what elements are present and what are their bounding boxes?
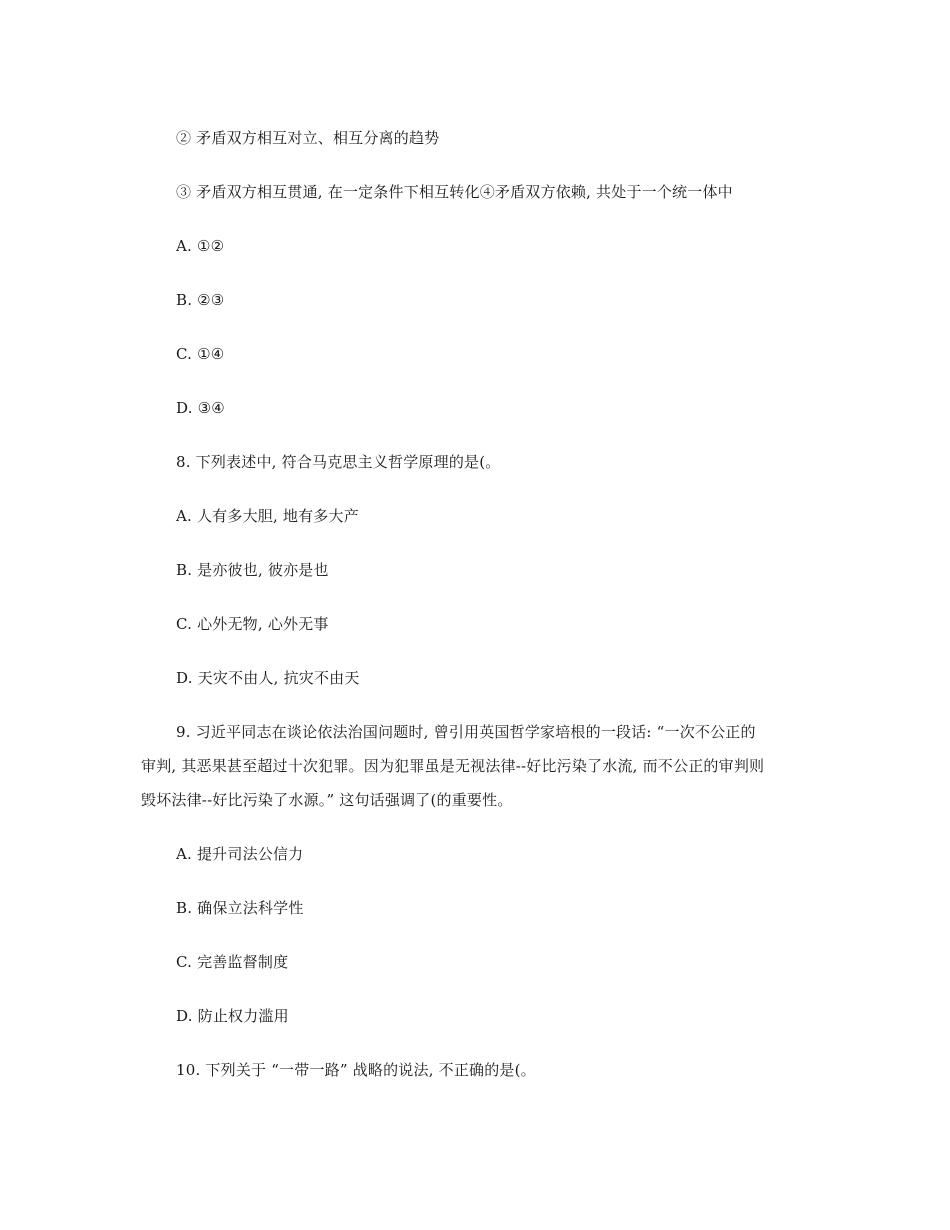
q9-option-d: D. 防止权力滥用 [176, 1007, 289, 1025]
q8-option-b: B. 是亦彼也, 彼亦是也 [176, 561, 329, 579]
q8-option-c: C. 心外无物, 心外无事 [176, 615, 329, 633]
q9-option-b: B. 确保立法科学性 [176, 899, 304, 917]
q10-stem: 10. 下列关于 “一带一路” 战略的说法, 不正确的是(。 [176, 1061, 536, 1079]
q7-option-d: D. ③④ [176, 399, 225, 417]
q9-stem-line-1: 9. 习近平同志在谈论依法治国问题时, 曾引用英国哲学家培根的一段话: “一次不公正的 [176, 723, 756, 741]
q9-stem-line-3: 毁坏法律--好比污染了水源。” 这句话强调了(的重要性。 [141, 791, 513, 809]
q8-stem: 8. 下列表述中, 符合马克思主义哲学原理的是(。 [176, 453, 501, 471]
q8-option-a: A. 人有多大胆, 地有多大产 [176, 507, 359, 525]
q7-item-3-4: ③ 矛盾双方相互贯通, 在一定条件下相互转化④矛盾双方依赖, 共处于一个统一体中 [176, 183, 733, 201]
q9-option-a: A. 提升司法公信力 [176, 845, 304, 863]
q9-stem-line-2: 审判, 其恶果甚至超过十次犯罪。因为犯罪虽是无视法律--好比污染了水流, 而不公正的审判则 [141, 757, 765, 775]
q7-option-b: B. ②③ [176, 291, 225, 309]
q7-option-c: C. ①④ [176, 345, 225, 363]
q9-option-c: C. 完善监督制度 [176, 953, 289, 971]
q8-option-d: D. 天灾不由人, 抗灾不由天 [176, 669, 360, 687]
q7-option-a: A. ①② [176, 237, 225, 255]
q7-item-2: ② 矛盾双方相互对立、相互分离的趋势 [176, 129, 440, 147]
